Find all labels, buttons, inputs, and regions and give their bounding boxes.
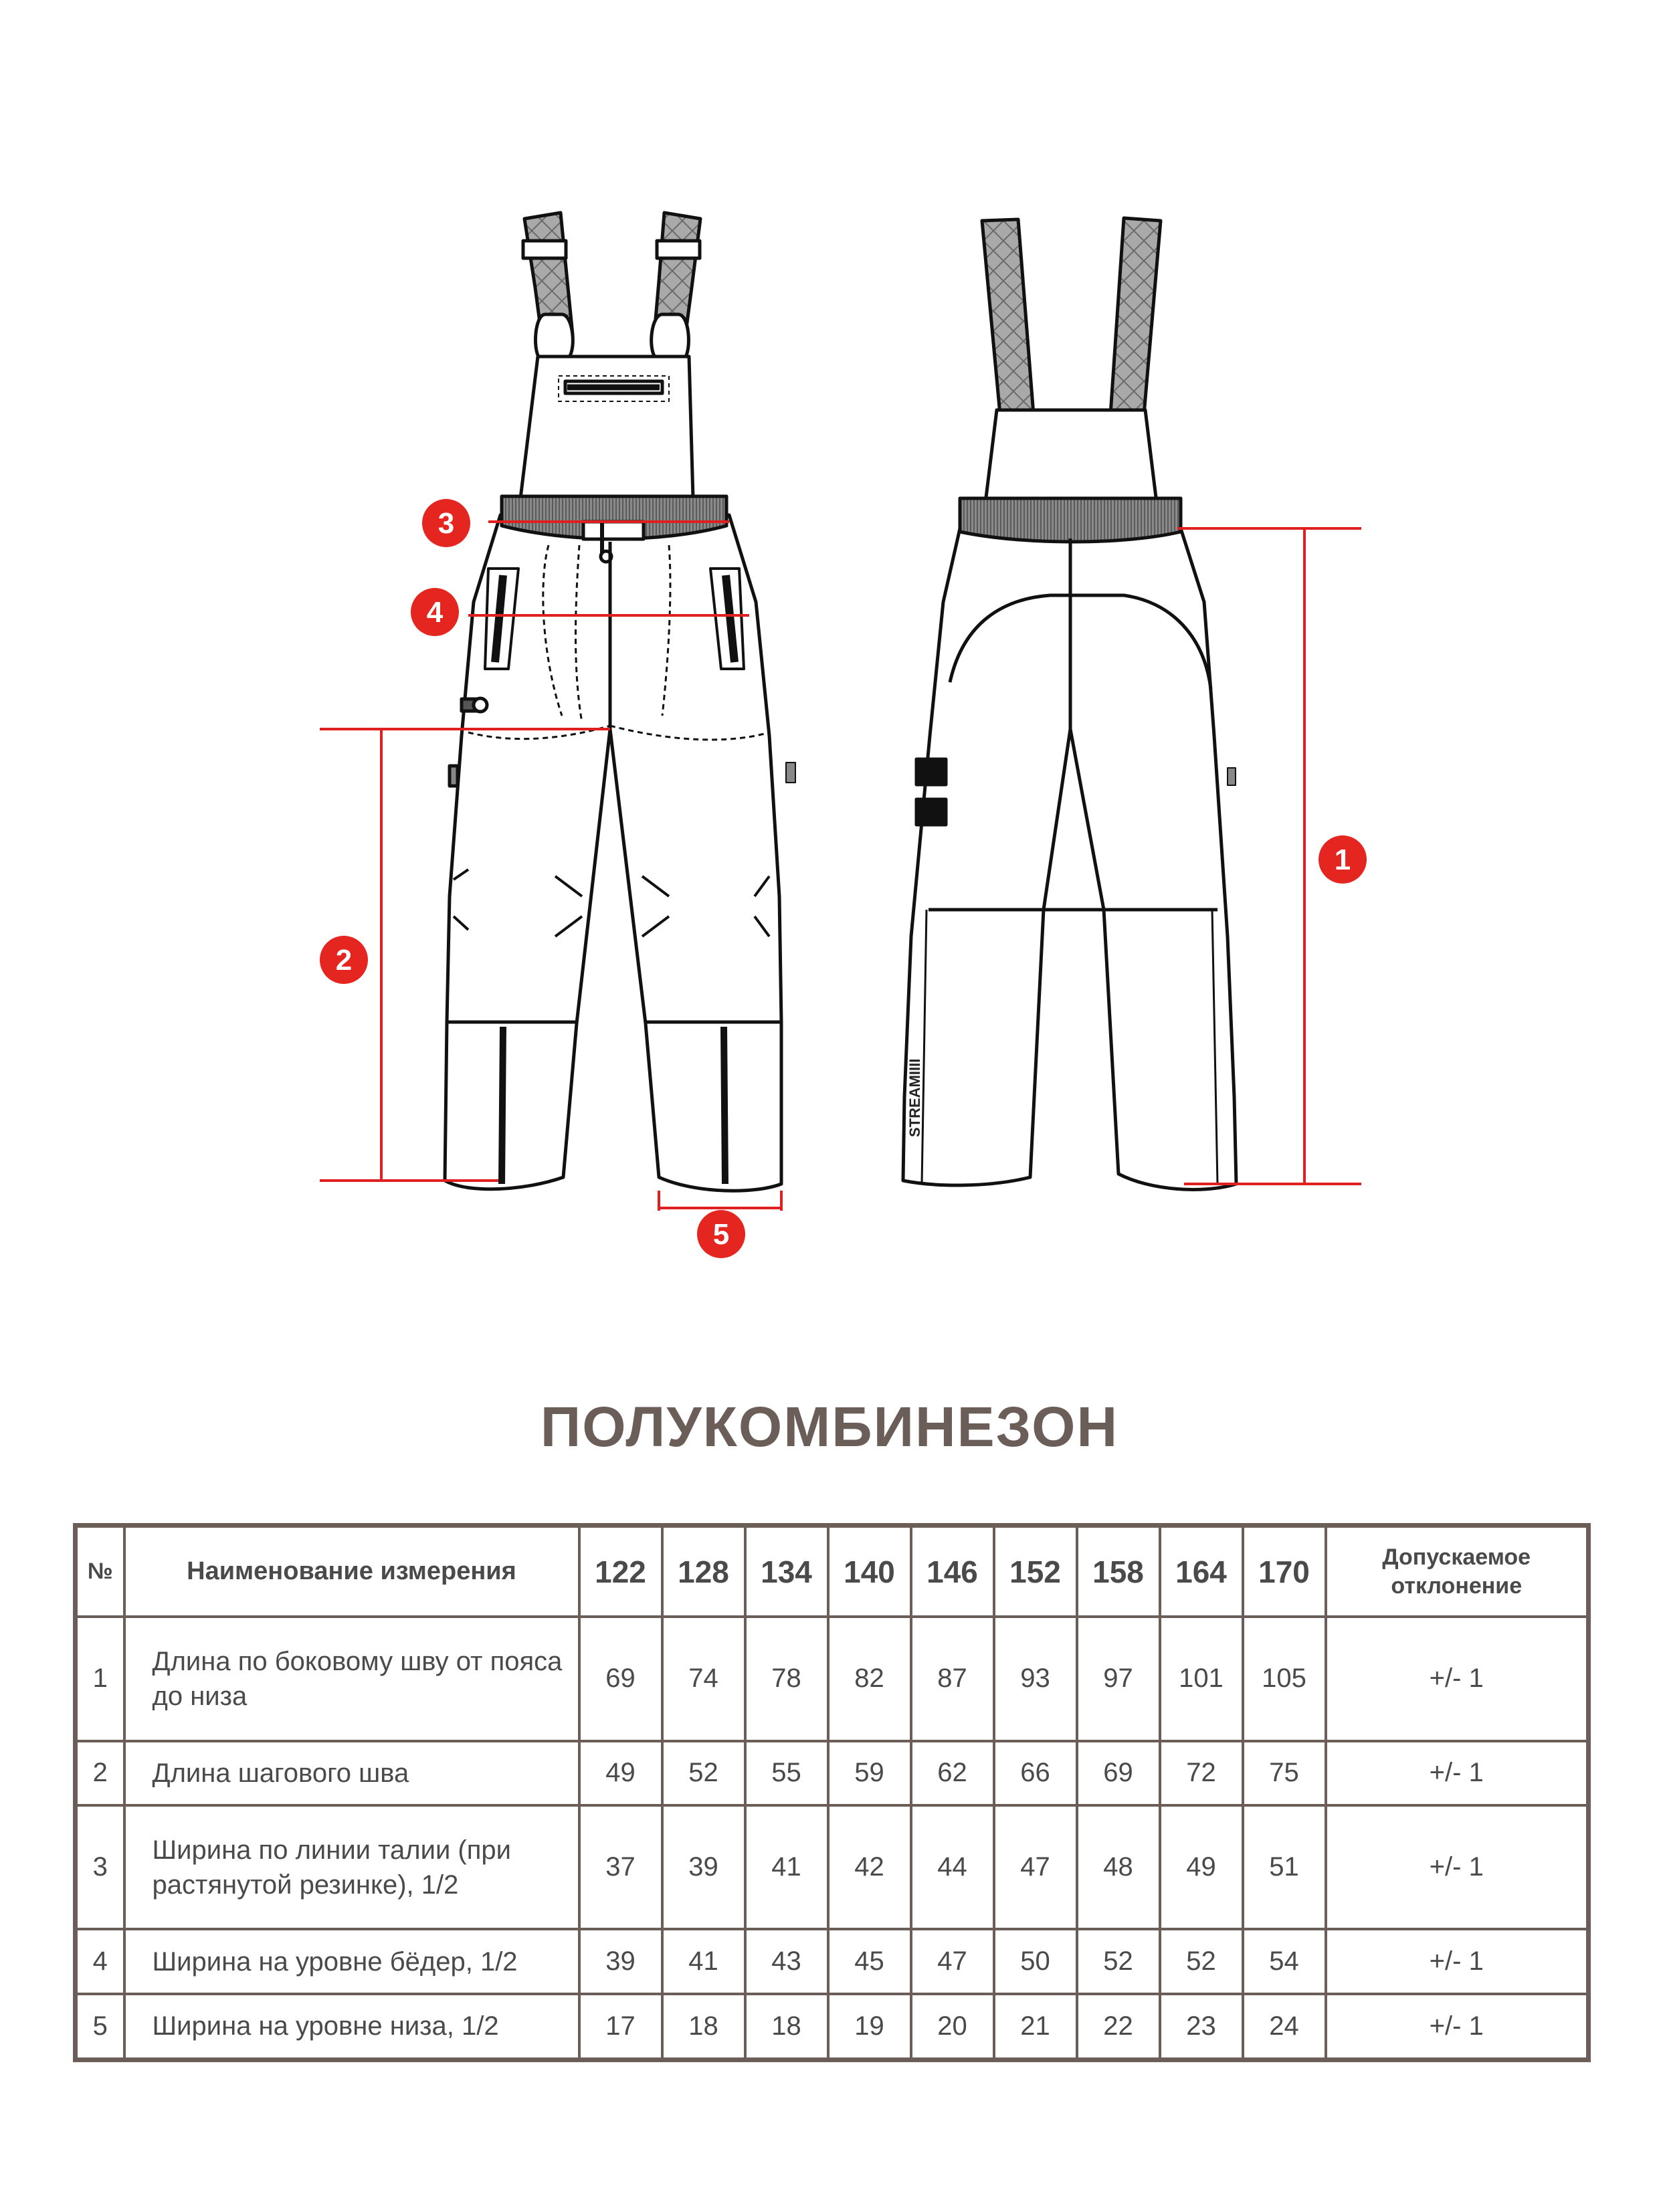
size-value: 97 (1077, 1617, 1160, 1741)
size-value: 52 (1077, 1929, 1160, 1993)
size-value: 69 (1077, 1741, 1160, 1805)
size-value: 49 (579, 1741, 662, 1805)
marker-1 (1319, 835, 1367, 884)
tolerance-value: +/- 1 (1326, 1741, 1589, 1805)
size-value: 75 (1243, 1741, 1326, 1805)
table-row (76, 1805, 1589, 1930)
size-value: 37 (579, 1805, 662, 1930)
size-value: 78 (745, 1617, 828, 1741)
size-value: 55 (745, 1741, 828, 1805)
size-value: 47 (911, 1929, 994, 1993)
size-value: 69 (579, 1617, 662, 1741)
size-value: 45 (828, 1929, 911, 1993)
size-value: 52 (1160, 1929, 1243, 1993)
size-value: 41 (745, 1805, 828, 1930)
header-size-128: 128 (662, 1526, 745, 1617)
size-value: 41 (662, 1929, 745, 1993)
size-table (73, 1523, 1591, 2062)
tolerance-value: +/- 1 (1326, 1929, 1589, 1993)
size-value: 54 (1243, 1929, 1326, 1993)
size-value: 105 (1243, 1617, 1326, 1741)
header-tolerance: Допускаемое отклонение (1326, 1526, 1589, 1617)
header-size-122: 122 (579, 1526, 662, 1617)
header-number: № (76, 1526, 124, 1617)
size-value: 51 (1243, 1805, 1326, 1930)
table-header-row (76, 1526, 1589, 1617)
front-right-strap (652, 213, 700, 358)
tolerance-value: +/- 1 (1326, 1994, 1589, 2060)
size-value: 82 (828, 1617, 911, 1741)
size-value: 19 (828, 1994, 911, 2060)
back-waistband (960, 498, 1181, 542)
row-number: 1 (76, 1617, 124, 1741)
header-size-170: 170 (1243, 1526, 1326, 1617)
header-measurement-name: Наименование измерения (124, 1526, 579, 1617)
svg-text:2: 2 (335, 944, 353, 977)
size-value: 59 (828, 1741, 911, 1805)
svg-text:1: 1 (1334, 843, 1351, 876)
size-value: 66 (994, 1741, 1077, 1805)
svg-text:5: 5 (712, 1218, 730, 1251)
back-left-strap (982, 219, 1034, 415)
back-view (903, 218, 1236, 1189)
size-value: 47 (994, 1805, 1077, 1930)
marker-3 (422, 499, 470, 547)
table-body (76, 1617, 1589, 2060)
back-bib (985, 410, 1157, 508)
row-number: 4 (76, 1929, 124, 1993)
measurement-name: Длина по боковому шву от пояса до низа (124, 1617, 579, 1741)
measurement-name: Ширина на уровне низа, 1/2 (124, 1994, 579, 2060)
front-left-strap (523, 213, 573, 358)
measurement-name: Ширина по линии талии (при растянутой резинке), 1/2 (124, 1805, 579, 1930)
tolerance-value: +/- 1 (1326, 1805, 1589, 1930)
front-bib (520, 357, 693, 498)
header-size-152: 152 (994, 1526, 1077, 1617)
size-value: 87 (911, 1617, 994, 1741)
size-value: 18 (745, 1994, 828, 2060)
size-value: 42 (828, 1805, 911, 1930)
size-value: 48 (1077, 1805, 1160, 1930)
size-value: 20 (911, 1994, 994, 2060)
size-value: 24 (1243, 1994, 1326, 2060)
page-title: ПОЛУКОМБИНЕЗОН (540, 1395, 1119, 1458)
row-number: 3 (76, 1805, 124, 1930)
size-value: 74 (662, 1617, 745, 1741)
table-row (76, 1994, 1589, 2060)
size-value: 21 (994, 1994, 1077, 2060)
row-number: 5 (76, 1994, 124, 2060)
size-value: 43 (745, 1929, 828, 1993)
measurement-name: Длина шагового шва (124, 1741, 579, 1805)
measurement-name: Ширина на уровне бёдер, 1/2 (124, 1929, 579, 1993)
header-size-146: 146 (911, 1526, 994, 1617)
size-value: 23 (1160, 1994, 1243, 2060)
size-value: 49 (1160, 1805, 1243, 1930)
size-value: 93 (994, 1617, 1077, 1741)
size-value: 62 (911, 1741, 994, 1805)
header-size-134: 134 (745, 1526, 828, 1617)
table-row (76, 1929, 1589, 1993)
header-size-140: 140 (828, 1526, 911, 1617)
size-value: 22 (1077, 1994, 1160, 2060)
size-value: 39 (579, 1929, 662, 1993)
header-size-158: 158 (1077, 1526, 1160, 1617)
brand-label: STREAMIIII (906, 1058, 923, 1137)
row-number: 2 (76, 1741, 124, 1805)
tolerance-value: +/- 1 (1326, 1617, 1589, 1741)
back-right-strap (1110, 218, 1161, 415)
size-value: 18 (662, 1994, 745, 2060)
front-view (445, 213, 795, 1191)
size-value: 44 (911, 1805, 994, 1930)
table-row (76, 1741, 1589, 1805)
size-value: 39 (662, 1805, 745, 1930)
header-size-164: 164 (1160, 1526, 1243, 1617)
table-row (76, 1617, 1589, 1741)
svg-text:3: 3 (437, 507, 455, 540)
size-value: 52 (662, 1741, 745, 1805)
marker-2 (320, 936, 368, 984)
svg-text:4: 4 (426, 596, 444, 629)
marker-5 (697, 1210, 745, 1258)
marker-4 (411, 588, 459, 636)
size-value: 101 (1160, 1617, 1243, 1741)
size-value: 50 (994, 1929, 1077, 1993)
size-value: 72 (1160, 1741, 1243, 1805)
size-value: 17 (579, 1994, 662, 2060)
